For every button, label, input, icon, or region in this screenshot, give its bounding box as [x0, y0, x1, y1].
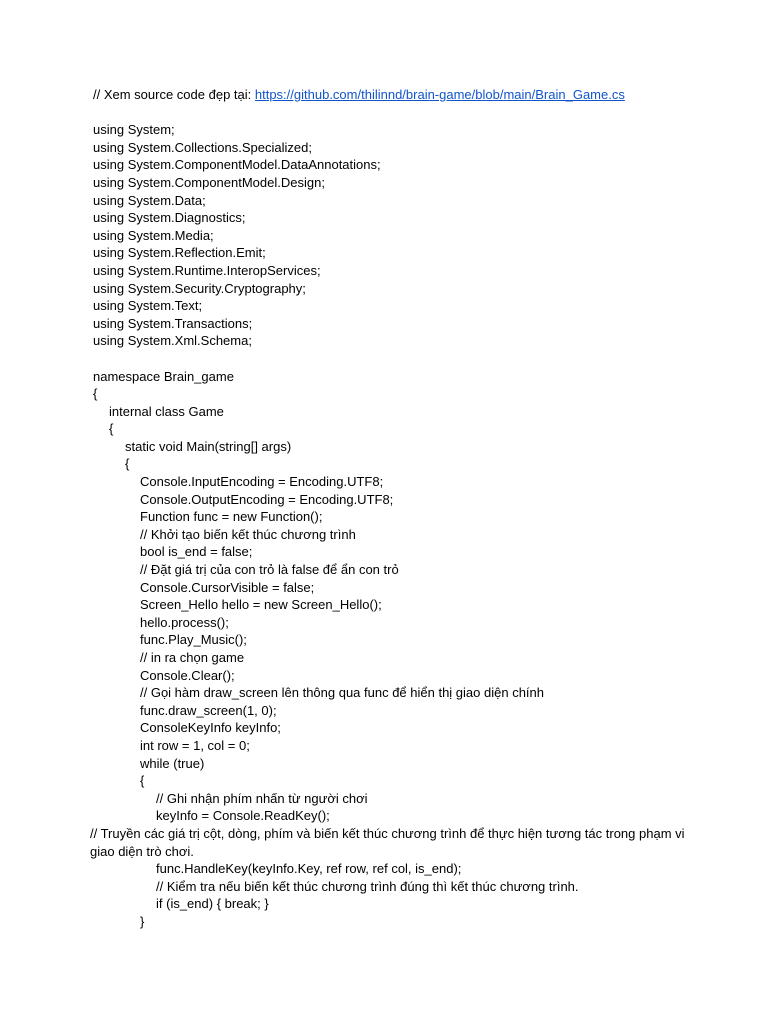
code-line: bool is_end = false;: [140, 544, 253, 560]
comment-line: // in ra chọn game: [140, 650, 245, 665]
using-line: using System.Transactions;: [93, 315, 253, 331]
document-body: [90, 86, 733, 931]
using-line: using System.Media;: [93, 227, 214, 243]
source-link-line: [93, 86, 733, 104]
github-source-link[interactable]: https://github.com/thilinnd/brain-game/blob/main/Brain_Game.cs: [254, 87, 625, 102]
main-method-line: static void Main(string[] args): [125, 438, 292, 454]
code-line: Screen_Hello hello = new Screen_Hello();: [140, 597, 382, 613]
code-line: keyInfo = Console.ReadKey();: [156, 808, 330, 824]
code-line: func.draw_screen(1, 0);: [140, 702, 277, 718]
wrapped-comment: // Truyền các giá trị cột, dòng, phím và biến kết thúc chương trình để thực hiện tương tác trong phạm vi giao diện trò chơi.: [90, 825, 685, 859]
class-open-brace: {: [109, 421, 114, 437]
using-line: using System.Xml.Schema;: [93, 333, 252, 349]
code-line: Console.InputEncoding = Encoding.UTF8;: [140, 474, 384, 490]
using-line: using System.ComponentModel.DataAnnotations;: [93, 157, 381, 173]
namespace-line: namespace Brain_game: [93, 368, 234, 384]
using-line: using System.Runtime.InteropServices;: [93, 262, 321, 278]
using-line: using System.ComponentModel.Design;: [93, 174, 325, 190]
code-line: func.HandleKey(keyInfo.Key, ref row, ref col, is_end);: [156, 861, 462, 877]
code-line: hello.process();: [140, 614, 229, 630]
comment-line: // Kiểm tra nếu biến kết thúc chương trình đúng thì kết thúc chương trình.: [156, 878, 579, 894]
code-line: func.Play_Music();: [140, 632, 247, 648]
code-line: if (is_end) { break; }: [156, 896, 269, 912]
comment-line: // Gọi hàm draw_screen lên thông qua func để hiển thị giao diện chính: [140, 685, 544, 701]
code-line: Console.CursorVisible = false;: [140, 579, 315, 595]
using-line: using System.Reflection.Emit;: [93, 245, 266, 261]
using-line: using System;: [93, 122, 175, 138]
using-line: using System.Data;: [93, 192, 206, 208]
blank-line: [93, 104, 733, 122]
using-line: using System.Diagnostics;: [93, 210, 246, 226]
class-line: internal class Game: [109, 403, 224, 419]
while-line: while (true): [140, 755, 205, 771]
using-line: using System.Text;: [93, 298, 203, 314]
while-close-brace: }: [140, 913, 145, 929]
code-line: Function func = new Function();: [140, 509, 323, 525]
code-line: Console.Clear();: [140, 667, 235, 683]
using-line: using System.Security.Cryptography;: [93, 280, 306, 296]
code-line: int row = 1, col = 0;: [140, 737, 250, 753]
blank-line: [93, 350, 733, 368]
while-open-brace: {: [140, 773, 145, 789]
code-line: Console.OutputEncoding = Encoding.UTF8;: [140, 491, 394, 507]
comment-line: // Đặt giá trị của con trỏ là false để ẩn con trỏ: [140, 562, 399, 578]
namespace-open-brace: {: [93, 386, 98, 402]
main-open-brace: {: [125, 456, 130, 472]
comment-line: // Khởi tạo biến kết thúc chương trình: [140, 526, 356, 542]
source-link-prefix: // Xem source code đẹp tại:: [93, 87, 255, 102]
comment-line: // Ghi nhận phím nhấn từ người chơi: [156, 790, 368, 806]
using-line: using System.Collections.Specialized;: [93, 139, 312, 155]
code-line: ConsoleKeyInfo keyInfo;: [140, 720, 281, 736]
